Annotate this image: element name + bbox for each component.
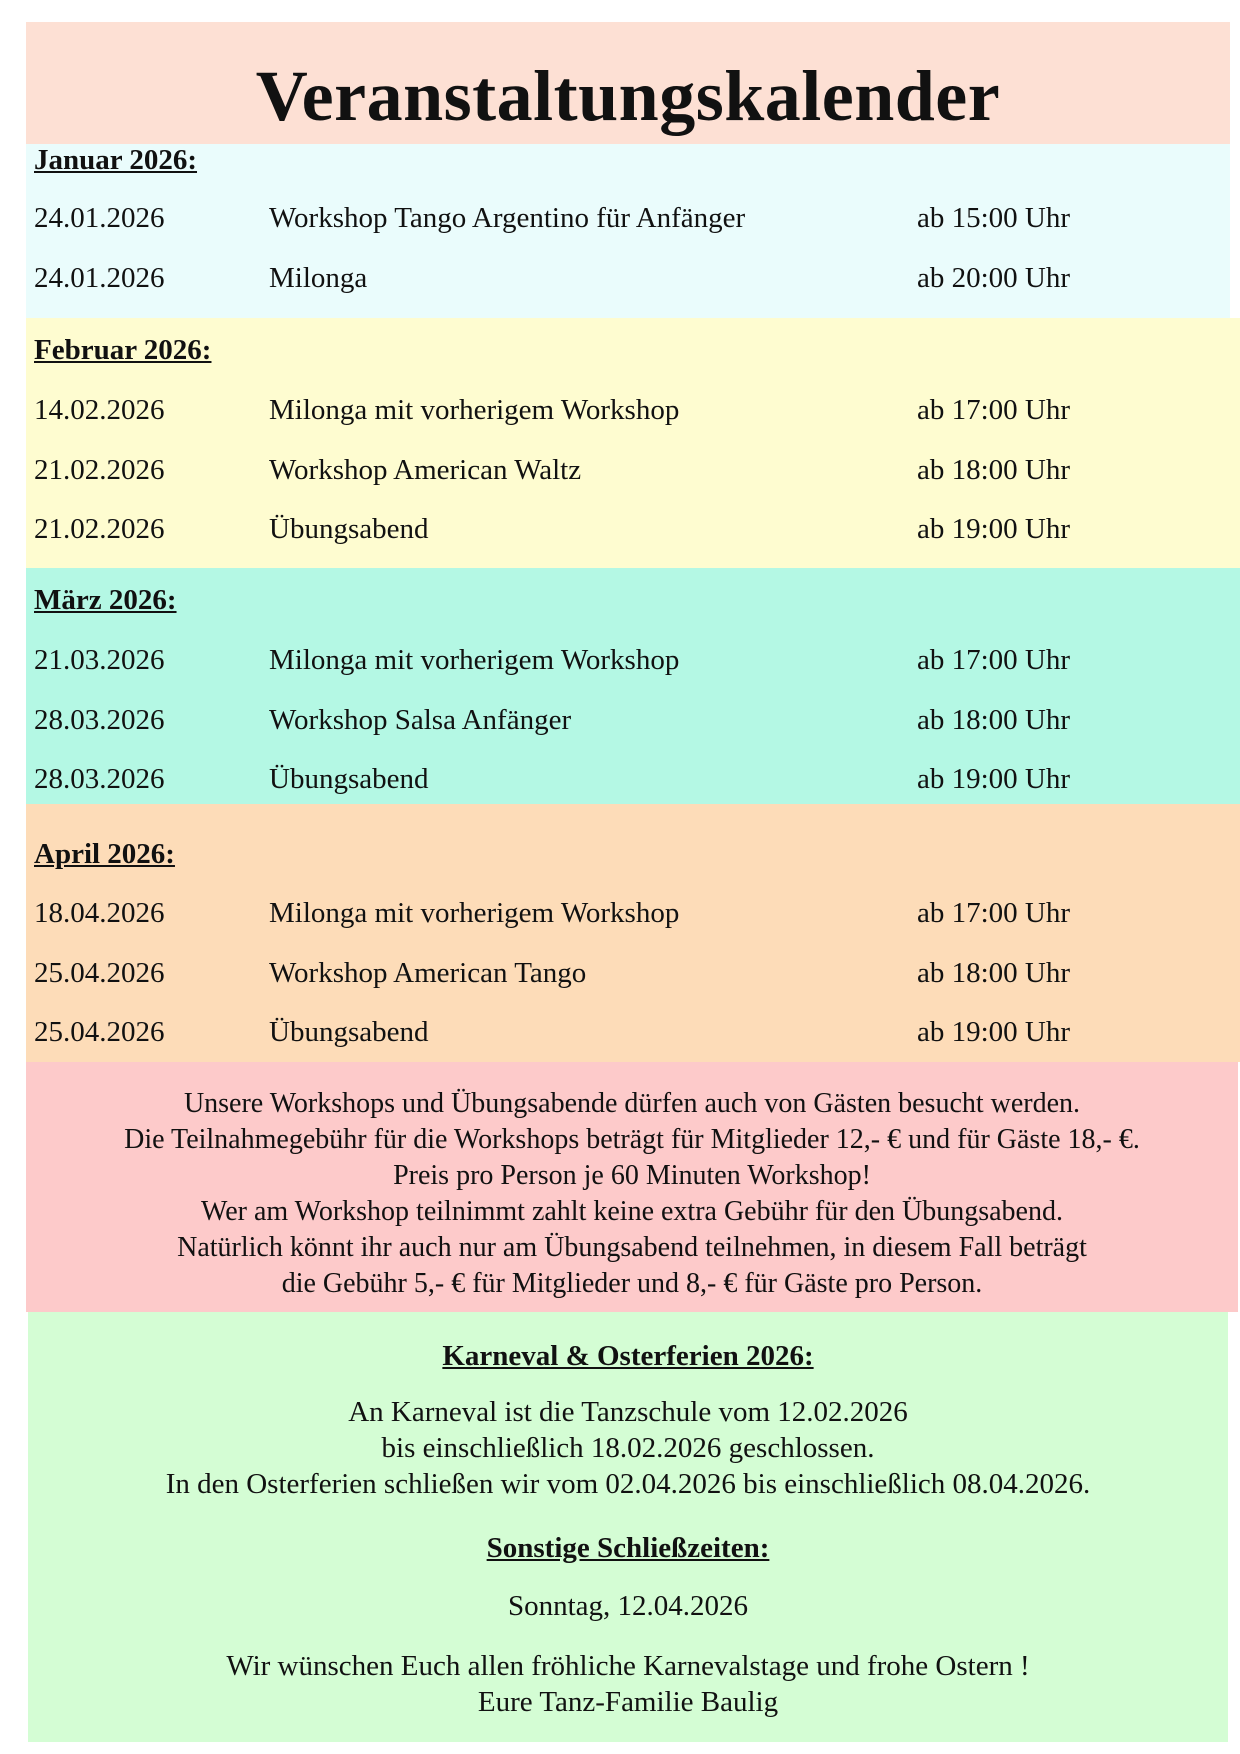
event-name: Workshop American Waltz [269,454,582,486]
title-banner [26,22,1230,144]
event-time: ab 17:00 Uhr [917,644,1071,676]
fee-info-box [26,1062,1238,1312]
fee-info-text [26,1086,1238,1302]
closure-line: bis einschließlich 18.02.2026 geschlossen. [381,1432,875,1464]
event-row [26,899,1240,939]
event-name: Workshop Salsa Anfänger [269,704,572,736]
info-line: Wer am Workshop teilnimmt zahlt keine extra Gebühr für den Übungsabend. [201,1196,1063,1227]
closure-line: An Karneval ist die Tanzschule vom 12.02.2026 [348,1396,908,1428]
info-line: die Gebühr 5,- € für Mitglieder und 8,- € für Gäste pro Person. [281,1268,983,1299]
event-date: 18.04.2026 [34,897,165,929]
other-closures-heading: Sonstige Schließzeiten: [486,1532,770,1564]
event-time: ab 19:00 Uhr [917,763,1071,795]
event-row [26,959,1240,999]
event-name: Workshop American Tango [269,957,587,989]
event-name: Milonga mit vorherigem Workshop [269,394,680,426]
event-row [26,264,1230,304]
event-date: 28.03.2026 [34,763,165,795]
section-januar [26,144,1230,318]
closures-text [28,1394,1228,1502]
event-date: 24.01.2026 [34,262,165,294]
closure-line: In den Osterferien schließen wir vom 02.04.2026 bis einschließlich 08.04.2026. [165,1468,1091,1500]
info-line: Die Teilnahmegebühr für die Workshops beträgt für Mitglieder 12,- € und für Gäste 18,- €. [124,1124,1140,1155]
closures-heading: Karneval & Osterferien 2026: [442,1340,814,1372]
event-row [26,204,1230,244]
event-row [26,396,1240,436]
page-title: Veranstaltungskalender [255,56,1001,136]
event-name: Übungsabend [269,513,429,545]
month-heading: Januar 2026: [34,144,198,176]
event-row [26,765,1240,805]
info-line: Natürlich könnt ihr auch nur am Übungsabend teilnehmen, in diesem Fall beträgt [177,1232,1087,1263]
event-date: 28.03.2026 [34,704,165,736]
event-date: 24.01.2026 [34,202,165,234]
event-row [26,646,1240,686]
event-time: ab 19:00 Uhr [917,513,1071,545]
closures-box [28,1312,1228,1742]
event-row [26,706,1240,746]
event-date: 21.02.2026 [34,513,165,545]
event-time: ab 17:00 Uhr [917,897,1071,929]
event-date: 25.04.2026 [34,1016,165,1048]
section-april [26,804,1240,1062]
event-date: 14.02.2026 [34,394,165,426]
event-time: ab 19:00 Uhr [917,1016,1071,1048]
event-date: 21.03.2026 [34,644,165,676]
section-maerz [26,568,1240,804]
info-line: Preis pro Person je 60 Minuten Workshop! [393,1160,871,1191]
signature-line: Eure Tanz-Familie Baulig [477,1686,779,1718]
event-time: ab 18:00 Uhr [917,957,1071,989]
event-time: ab 15:00 Uhr [917,202,1071,234]
event-name: Milonga mit vorherigem Workshop [269,897,680,929]
event-time: ab 17:00 Uhr [917,394,1071,426]
event-row [26,1018,1240,1058]
month-heading: März 2026: [34,584,177,616]
event-name: Workshop Tango Argentino für Anfänger [269,202,746,234]
month-heading: April 2026: [34,838,175,870]
other-closure-date: Sonntag, 12.04.2026 [507,1590,749,1622]
event-time: ab 18:00 Uhr [917,704,1071,736]
event-row [26,515,1240,555]
greeting-text [28,1648,1228,1720]
event-row [26,456,1240,496]
info-line: Unsere Workshops und Übungsabende dürfen auch von Gästen besucht werden. [183,1088,1081,1119]
event-time: ab 20:00 Uhr [917,262,1071,294]
month-heading: Februar 2026: [34,334,212,366]
event-date: 25.04.2026 [34,957,165,989]
event-name: Übungsabend [269,763,429,795]
event-name: Milonga mit vorherigem Workshop [269,644,680,676]
event-name: Milonga [269,262,368,294]
event-date: 21.02.2026 [34,454,165,486]
greeting-line: Wir wünschen Euch allen fröhliche Karnevalstage und frohe Ostern ! [226,1650,1030,1682]
section-februar [26,318,1240,568]
event-time: ab 18:00 Uhr [917,454,1071,486]
event-name: Übungsabend [269,1016,429,1048]
